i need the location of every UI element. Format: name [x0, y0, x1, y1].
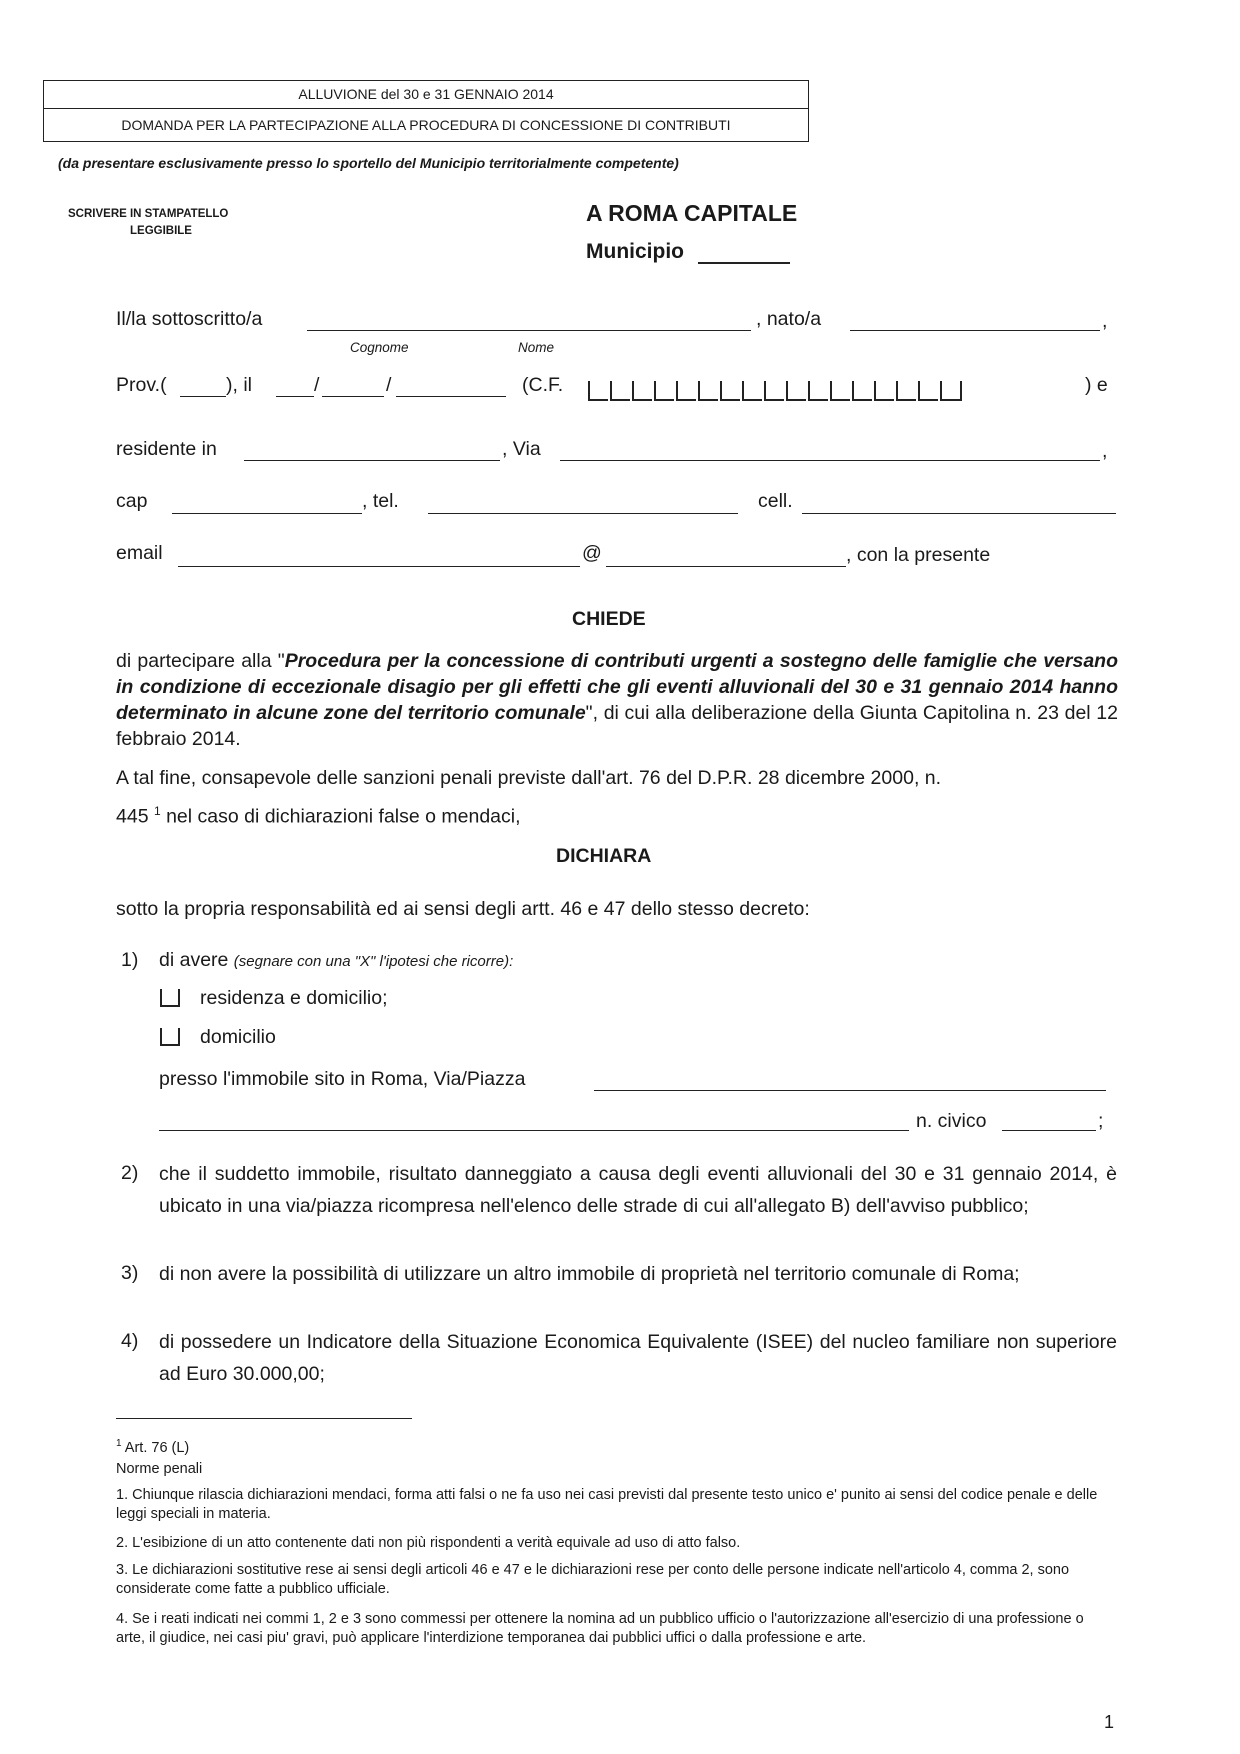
footnote-paragraph-1: 1. Chiunque rilascia dichiarazioni mendaci, forma atti falsi o ne fa uso nei casi previsti dal presente testo unico e' punito ai sensi del codice penale e delle leggi speciali in materia.: [116, 1487, 1098, 1522]
awareness-number: 445: [116, 805, 149, 828]
civic-end: ;: [1098, 1110, 1104, 1132]
footnote-reference: 1: [153, 804, 161, 818]
cf-box[interactable]: [720, 381, 740, 401]
prov-close-label: ), il: [226, 374, 252, 396]
footnote-separator: [116, 1418, 412, 1419]
awareness-line-1: A tal fine, consapevole delle sanzioni penali previste dall'art. 76 del D.P.R. 28 dicembre 2000, n.: [116, 767, 942, 789]
footnote-subtitle: Norme penali: [116, 1461, 203, 1477]
cap-label: cap: [116, 490, 148, 512]
page-number: 1: [1104, 1712, 1115, 1732]
date-slash-2: /: [386, 374, 392, 396]
footnote-article-title: Art. 76 (L): [124, 1439, 190, 1456]
header-subtitle: (da presentare esclusivamente presso lo sportello del Municipio territorialmente competente): [58, 155, 679, 171]
mobile-field[interactable]: [802, 513, 1116, 514]
declaration-heading: DICHIARA: [556, 845, 652, 867]
recipient-municipio-label: Municipio: [586, 240, 684, 263]
birth-month-field[interactable]: [322, 396, 384, 397]
phone-field[interactable]: [428, 513, 738, 514]
footnote-paragraph-3: 3. Le dichiarazioni sostitutive rese ai sensi degli articoli 46 e 47 e le dichiarazioni rese per conto delle persone indicate nell'articolo 4, comma 2, sono considerate come fatte a pubblico ufficiale.: [116, 1562, 1070, 1597]
header-line-2: DOMANDA PER LA PARTECIPAZIONE ALLA PROCEDURA DI CONCESSIONE DI CONTRIBUTI: [121, 117, 731, 133]
header-box: [43, 80, 809, 142]
cf-box[interactable]: [632, 381, 652, 401]
municipio-field[interactable]: [698, 262, 790, 264]
print-instruction: [68, 206, 228, 240]
request-prefix: di partecipare alla ": [116, 650, 285, 672]
cf-box[interactable]: [698, 381, 718, 401]
resident-label: residente in: [116, 438, 217, 460]
cf-box[interactable]: [654, 381, 674, 401]
date-slash-1: /: [314, 374, 320, 396]
street-field[interactable]: [560, 460, 1100, 461]
item-number: 3): [121, 1262, 139, 1284]
cf-box[interactable]: [764, 381, 784, 401]
birth-year-field[interactable]: [396, 396, 506, 397]
cf-box[interactable]: [940, 381, 962, 401]
recipient-title: A ROMA CAPITALE: [586, 200, 798, 226]
cf-label: (C.F.: [522, 374, 564, 396]
cf-box[interactable]: [742, 381, 762, 401]
footnote-paragraph-4: 4. Se i reati indicati nei commi 1, 2 e 3 sono commessi per ottenere la nomina ad un pubblico ufficio o l'autorizzazione all'esercizio di una professione o arte, il giudice, nei casi piu' gravi, può applicare l'interdizione temporanea dai pubblici uffici o dalla professione e arte.: [116, 1611, 1084, 1646]
footnote-paragraph-2: 2. L'esibizione di un atto contenente dati non più rispondenti a verità equivale ad uso di atto falso.: [116, 1535, 741, 1551]
cf-box[interactable]: [610, 381, 630, 401]
cf-box[interactable]: [786, 381, 806, 401]
cf-close-label: ) e: [1085, 374, 1108, 396]
email-user-field[interactable]: [178, 566, 580, 567]
request-paragraph: [116, 648, 1118, 752]
header-line-1: ALLUVIONE del 30 e 31 GENNAIO 2014: [44, 81, 808, 109]
item-3-text: di non avere la possibilità di utilizzare un altro immobile di proprietà nel territorio comunale di Roma;: [159, 1263, 1020, 1285]
cf-box[interactable]: [588, 381, 608, 401]
closing-text: , con la presente: [846, 544, 991, 566]
cf-box[interactable]: [874, 381, 894, 401]
comma-text: ,: [1102, 440, 1108, 462]
undersigned-label: Il/la sottoscritto/a: [116, 308, 263, 330]
item-1-text: [159, 949, 513, 972]
cf-box[interactable]: [808, 381, 828, 401]
residence-domicile-checkbox[interactable]: [160, 989, 180, 1007]
footnote-marker: 1: [116, 1438, 122, 1449]
tax-code-field[interactable]: [588, 381, 964, 399]
street-label: , Via: [502, 438, 541, 460]
property-street-field-cont[interactable]: [159, 1130, 909, 1131]
full-name-field[interactable]: [307, 330, 751, 331]
cf-box[interactable]: [918, 381, 938, 401]
print-instruction-line-2: LEGGIBILE: [130, 225, 192, 237]
cf-box[interactable]: [896, 381, 916, 401]
comma-text: ,: [1102, 310, 1108, 332]
prov-label: Prov.(: [116, 374, 167, 396]
item-number: 4): [121, 1330, 139, 1352]
residence-city-field[interactable]: [244, 460, 500, 461]
civic-label: n. civico: [916, 1110, 987, 1132]
item-1-hint: (segnare con una "X" l'ipotesi che ricorre):: [233, 953, 514, 970]
declaration-intro: sotto la propria responsabilità ed ai sensi degli artt. 46 e 47 dello stesso decreto:: [116, 898, 810, 920]
item-number: 1): [121, 949, 139, 971]
cf-box[interactable]: [852, 381, 872, 401]
birth-day-field[interactable]: [276, 396, 314, 397]
domicile-checkbox[interactable]: [160, 1028, 180, 1046]
option-residence-label: residenza e domicilio;: [200, 987, 388, 1009]
cf-box[interactable]: [830, 381, 850, 401]
cap-field[interactable]: [172, 513, 362, 514]
procedure-title: Procedura per la concessione di contributi urgenti a sostegno delle famiglie che versano in condizione di eccezionale disagio per gli effetti che gli eventi alluvionali del 30 e 31 gennaio 2014 hanno determinato in alcune zone del territorio comunale: [116, 650, 1118, 724]
item-1-label: di avere: [159, 949, 229, 971]
item-4-text: di possedere un Indicatore della Situazione Economica Equivalente (ISEE) del nucleo familiare non superiore ad Euro 30.000,00;: [159, 1331, 1117, 1385]
tel-label: , tel.: [362, 490, 399, 512]
awareness-line-2: [116, 804, 521, 829]
request-heading: CHIEDE: [572, 608, 646, 630]
surname-hint: Cognome: [350, 340, 409, 355]
option-domicile-label: domicilio: [200, 1026, 276, 1048]
email-domain-field[interactable]: [606, 566, 846, 567]
item-number: 2): [121, 1162, 139, 1184]
property-street-field[interactable]: [594, 1090, 1106, 1091]
cell-label: cell.: [758, 490, 793, 512]
awareness-rest: nel caso di dichiarazioni false o mendaci,: [160, 805, 521, 828]
print-instruction-line-1: SCRIVERE IN STAMPATELLO: [68, 208, 229, 220]
item-2-text: che il suddetto immobile, risultato danneggiato a causa degli eventi alluvionali del 30 e 31 gennaio 2014, è ubicato in una via/piazza ricompresa nell'elenco delle strade di cui all'allegato B) dell'avviso pubblico;: [159, 1163, 1117, 1217]
name-hint: Nome: [518, 340, 555, 355]
cf-box[interactable]: [676, 381, 696, 401]
prov-field[interactable]: [180, 396, 226, 397]
at-sign: @: [582, 542, 602, 564]
civic-number-field[interactable]: [1002, 1130, 1096, 1131]
request-suffix: ", di cui alla deliberazione della Giunta Capitolina n. 23 del 12 febbraio 2014.: [116, 702, 1118, 750]
footnote-article: [116, 1434, 1116, 1458]
property-label: presso l'immobile sito in Roma, Via/Piazza: [159, 1068, 526, 1090]
born-label: , nato/a: [756, 308, 822, 330]
email-label: email: [116, 542, 163, 564]
birthplace-field[interactable]: [850, 330, 1100, 331]
